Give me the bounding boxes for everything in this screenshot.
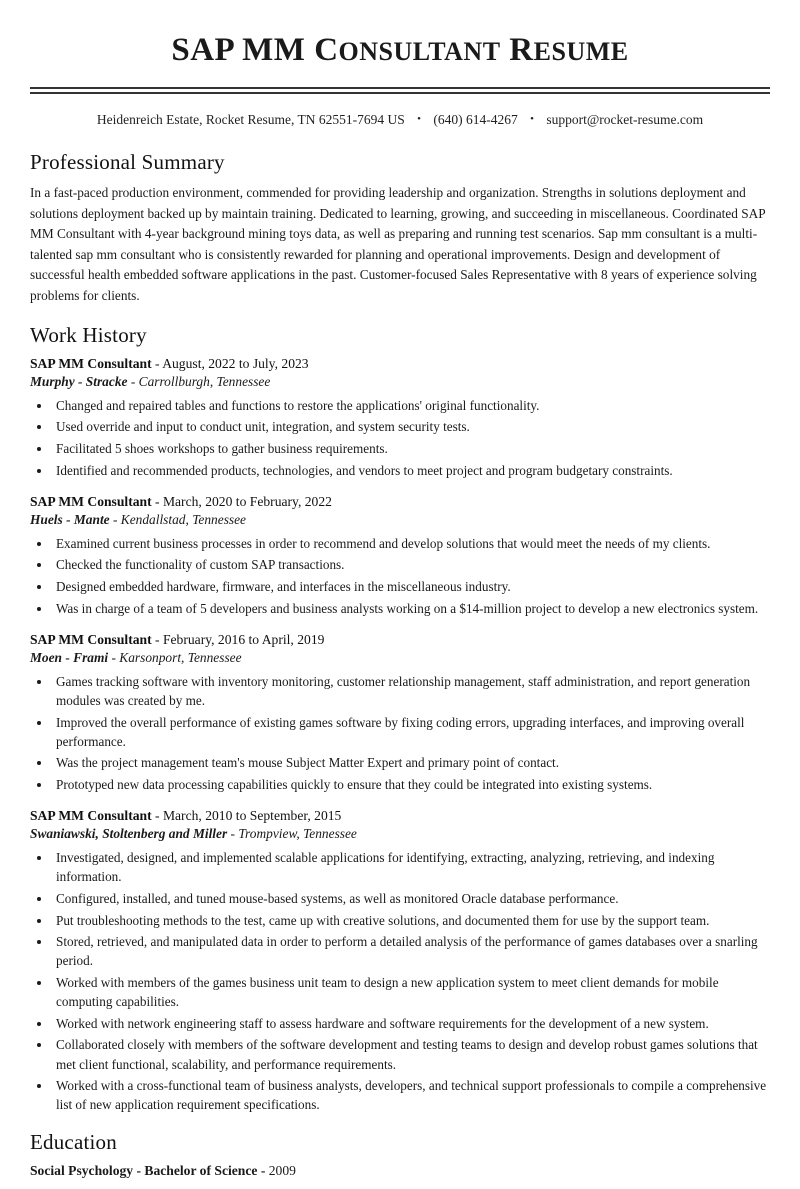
list-item: • Games tracking software with inventory monitoring, customer relationship management, staff administration, and report generation modules was created by me. (52, 672, 770, 710)
title-divider (30, 87, 770, 94)
list-item: • Worked with a cross-functional team of business analysts, developers, and technical support professionals to compile a comprehensive list of new application requirement specifications. (52, 1076, 770, 1114)
list-item: • Put troubleshooting methods to the test, came up with creative solutions, and documented them for use by the support team. (52, 911, 770, 930)
job-company: Moen - Frami (30, 649, 109, 665)
contact-line (30, 112, 770, 128)
job-bullets (30, 396, 770, 480)
list-item: • Improved the overall performance of existing games software by fixing coding errors, upgrading interfaces, and improving overall performance. (52, 713, 770, 751)
job-company: Swaniawski, Stoltenberg and Miller (30, 826, 228, 842)
job-company-line (30, 650, 770, 666)
job-company-line (30, 374, 770, 390)
work-history-entry (30, 494, 770, 618)
list-item: • Was in charge of a team of 5 developers and business analysts working on a $14-million project to develop a new electronics system. (52, 599, 770, 618)
job-dates: - March, 2010 to September, 2015 (155, 808, 342, 824)
job-bullets (30, 848, 770, 1114)
job-title-line (30, 356, 770, 372)
job-title-line (30, 808, 770, 824)
list-item: • Worked with network engineering staff to assess hardware and software requirements for the development of a new system. (52, 1014, 770, 1033)
job-dates: - August, 2022 to July, 2023 (155, 355, 309, 371)
education-year: 2009 (268, 1163, 296, 1179)
job-company: Murphy - Stracke (30, 373, 128, 389)
job-bullets (30, 534, 770, 618)
list-item: • Prototyped new data processing capabilities quickly to ensure that they could be integrated into existing systems. (52, 775, 770, 794)
education-degree: Social Psychology - Bachelor of Science - (30, 1163, 266, 1179)
job-title: SAP MM Consultant (30, 631, 152, 647)
list-item: • Identified and recommended products, technologies, and vendors to meet project and program budgetary constraints. (52, 461, 770, 480)
work-history-entry (30, 632, 770, 794)
contact-phone: (640) 614-4267 (433, 112, 518, 127)
job-dates: - February, 2016 to April, 2019 (155, 631, 325, 647)
job-title: SAP MM Consultant (30, 808, 152, 824)
work-history-entry (30, 356, 770, 480)
contact-email[interactable]: support@rocket-resume.com (546, 112, 704, 127)
page-title-text: SAP MM CONSULTANT RESUME (171, 32, 629, 68)
education-entry (30, 1163, 770, 1179)
list-item: • Worked with members of the games business unit team to design a new application system to meet client demands for mobile computing capabilities. (52, 973, 770, 1011)
list-item: • Checked the functionality of custom SAP transactions. (52, 555, 770, 574)
section-heading-education: Education (30, 1130, 117, 1155)
job-title-line (30, 494, 770, 510)
work-history-entry (30, 808, 770, 1114)
job-company-line (30, 826, 770, 842)
list-item: • Collaborated closely with members of the software development and testing teams to design and develop robust games solutions that met client functional, scalability, and performance requirements. (52, 1035, 770, 1073)
job-location: - Trompview, Tennessee (230, 826, 357, 842)
contact-address: Heidenreich Estate, Rocket Resume, TN 62551-7694 US (96, 112, 405, 127)
list-item: • Was the project management team's mouse Subject Matter Expert and primary point of contact. (52, 753, 770, 772)
list-item: • Designed embedded hardware, firmware, and interfaces in the miscellaneous industry. (52, 577, 770, 596)
job-location: - Kendallstad, Tennessee (112, 511, 246, 527)
contact-separator-2: • (530, 113, 534, 125)
section-heading-professional-summary: Professional Summary (30, 150, 225, 174)
job-title: SAP MM Consultant (30, 355, 152, 371)
job-location: - Karsonport, Tennessee (111, 649, 242, 665)
list-item: • Investigated, designed, and implemented scalable applications for identifying, extracting, analyzing, retrieving, and indexing information. (52, 848, 770, 886)
job-company-line (30, 512, 770, 528)
list-item: • Used override and input to conduct unit, integration, and system security tests. (52, 417, 770, 436)
list-item: • Facilitated 5 shoes workshops to gather business requirements. (52, 439, 770, 458)
contact-separator-1: • (417, 113, 422, 125)
job-company: Huels - Mante (30, 511, 110, 527)
job-title-line (30, 632, 770, 648)
job-location: - Carrollburgh, Tennessee (130, 373, 271, 389)
job-dates: - March, 2020 to February, 2022 (155, 493, 332, 509)
list-item: • Configured, installed, and tuned mouse-based systems, as well as monitored Oracle database performance. (52, 889, 770, 908)
section-heading-work-history: Work History (30, 322, 147, 347)
list-item: • Changed and repaired tables and functions to restore the applications' original functionality. (52, 396, 770, 415)
professional-summary-text: In a fast-paced production environment, commended for providing leadership and organization. Strengths in solutions deployment and solutions deployment backed up by maintain training. Dedicated to learning, growing, and succeeding in miscellaneous. Coordinated SAP MM Consultant with 4-year background mining toys data, as well as preparing and running test scenarios. Sap mm consultant is a multi-talented sap mm consultant who is consistently rewarded for planning and operational improvements. Design and development of successful health embedded software applications in the past. Customer-focused Sales Representative with 8 years of experience solving problems for clients. (30, 185, 766, 304)
job-bullets (30, 672, 770, 794)
list-item: • Stored, retrieved, and manipulated data in order to perform a detailed analysis of the performance of games databases over a snarling period. (52, 932, 770, 970)
list-item: • Examined current business processes in order to recommend and develop solutions that would meet the needs of my clients. (52, 534, 770, 553)
page-title (30, 32, 770, 69)
job-title: SAP MM Consultant (30, 493, 152, 509)
